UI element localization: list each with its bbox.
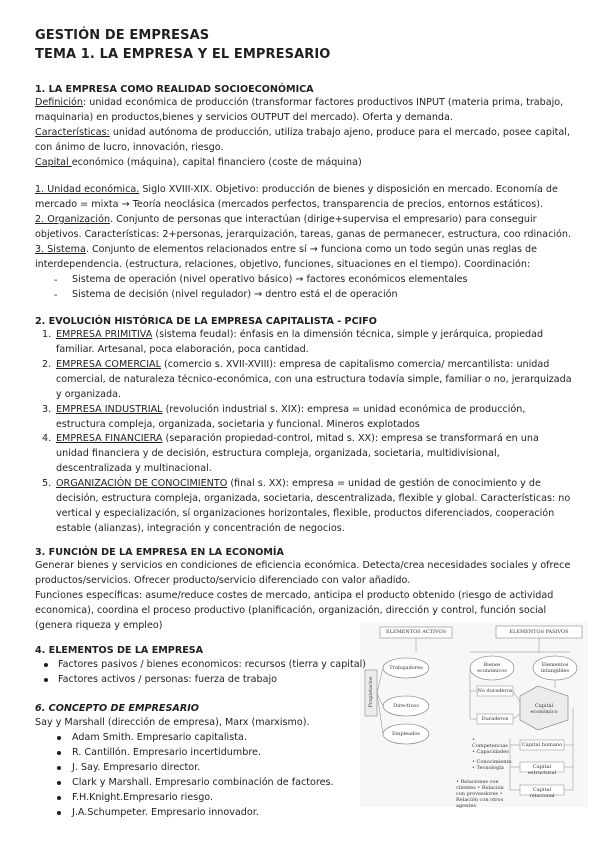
diagram-label-intangibles: Elementos intangibles bbox=[540, 662, 570, 674]
empresario-item: Adam Smith. Empresario capitalista. bbox=[72, 732, 247, 743]
characteristics-line bbox=[35, 125, 570, 141]
item-text: (separación propiedad-control, mitad s. XX): empresa se transformará en una bbox=[162, 433, 539, 444]
organizacion-number: 2. bbox=[35, 214, 48, 225]
evolution-item-2-line-3: y organizada. bbox=[56, 389, 122, 400]
capital-line bbox=[35, 155, 362, 171]
bullet-dot bbox=[57, 811, 61, 815]
unidad-label: Unidad económica. bbox=[47, 184, 140, 195]
diagram-label-capital-economico: Capital económico bbox=[530, 703, 558, 715]
evolution-item-2-line-2: comercial, de naturaleza técnico-económica, con una estructura todavía simple, familiar o no, jerarquizada bbox=[56, 374, 572, 385]
diagram-label-directivos: Directivos bbox=[393, 703, 419, 709]
diagram-label-trabajadores: Trabajadores bbox=[389, 665, 423, 671]
function-line-3: Funciones específicas: asume/reduce costes de mercado, anticipa el producto obtenido (riesgo de actividad bbox=[35, 590, 554, 601]
definition-line bbox=[35, 95, 563, 111]
evolution-item-2 bbox=[56, 357, 549, 373]
bullet-dot bbox=[57, 796, 61, 800]
empresario-item: J. Say. Empresario director. bbox=[72, 762, 201, 773]
empresario-item: J.A.Schumpeter. Empresario innovador. bbox=[72, 807, 259, 818]
definition-line-2: maquinaria) en productos,bienes y servicios OUTPUT del mercado). Oferta y demanda. bbox=[35, 112, 453, 123]
item-text: (comercio s. XVII-XVIII): empresa de capitalismo comercia/ mercantilista: unidad bbox=[160, 359, 550, 370]
empresario-item: Clark y Marshall. Empresario combinación de factores. bbox=[72, 777, 334, 788]
empresario-item: R. Cantillón. Empresario incertidumbre. bbox=[72, 747, 262, 758]
bullet-dot bbox=[44, 663, 48, 667]
bullet-dot bbox=[57, 781, 61, 785]
diagram-label-empleados: Empleados bbox=[392, 731, 420, 737]
bullet-dot bbox=[57, 766, 61, 770]
characteristics-text: unidad autónoma de producción, utiliza trabajo ajeno, produce para el mercado, posee capital, bbox=[109, 127, 570, 138]
characteristics-label: Características: bbox=[35, 127, 110, 138]
bullet-dot bbox=[44, 678, 48, 682]
sistema-line bbox=[35, 242, 537, 258]
function-line-2: productos/servicios. Ofrecer producto/servicio diferenciado con valor añadido. bbox=[35, 575, 411, 586]
evolution-item-1 bbox=[56, 327, 543, 343]
diagram-label-duraderos: Duraderos bbox=[481, 716, 509, 722]
diagram-label-bienes: Bienes económicos bbox=[477, 662, 507, 674]
item-text: (revolución industrial s. XIX): empresa = unidad económica de producción, bbox=[162, 404, 526, 415]
item-text: (sistema feudal): énfasis en la dimensión técnica, simple y jerárquica, propiedad bbox=[152, 329, 544, 340]
list-number: 2. bbox=[42, 359, 52, 370]
elements-diagram bbox=[360, 622, 588, 807]
evolution-item-4-line-2: unidad financiera y de decisión, estructura compleja, organizada, societaria, multidivisional, bbox=[56, 448, 500, 459]
definition-text: : unidad económica de producción (transformar factores productivos INPUT (materia prima, trabajo, bbox=[82, 97, 564, 108]
element-item-activos: Factores activos / personas: fuerza de trabajo bbox=[58, 674, 278, 685]
bullet-dot bbox=[57, 736, 61, 740]
evolution-item-5-line-4: estable (alianzas), integración y concentración de negocios. bbox=[56, 523, 345, 534]
sistema-line-2: interdependencia. (estructura, relaciones, objetivo, funciones, situaciones en el tiempo). Coordinación: bbox=[35, 259, 531, 270]
item-label: EMPRESA PRIMITIVA bbox=[56, 329, 153, 340]
diagram-label-conocimiento: • Conocimiento • Tecnología bbox=[472, 759, 512, 771]
function-line-4: economica), coordina el proceso productivo (planificación, organización, dirección y control, función social bbox=[35, 605, 547, 616]
diagram-label-pasivos: ELEMENTOS PASIVOS bbox=[509, 629, 569, 635]
evolution-item-5-line-2: decisión, estructura compleja, organizada, societaria, descentralizada, flexible y global. Características: no bbox=[56, 493, 571, 504]
unidad-line bbox=[35, 182, 558, 198]
diagram-label-capital-relacional: Capital relacional bbox=[529, 787, 555, 799]
section-6-heading: 6. CONCEPTO DE EMPRESARIO bbox=[35, 703, 199, 714]
diagram-label-activos: ELEMENTOS ACTIVOS bbox=[385, 629, 446, 635]
item-text: (final s. XX): empresa = unidad de gestión de conocimiento y de bbox=[227, 478, 541, 489]
definition-label: Definición bbox=[35, 97, 83, 108]
evolution-item-3 bbox=[56, 402, 525, 418]
topic-title: TEMA 1. LA EMPRESA Y EL EMPRESARIO bbox=[35, 47, 331, 62]
evolution-item-5-line-3: vertical y especialización, sí organizaciones horizontales, flexible, productos diferenciados, cooperación bbox=[56, 508, 555, 519]
sub-item-decision: Sistema de decisión (nivel regulador) → dentro está el de operación bbox=[72, 289, 398, 300]
organizacion-text: . Conjunto de personas que interactúan (dirige+supervisa el empresario) para conseguir bbox=[110, 214, 537, 225]
section-1-heading: 1. LA EMPRESA COMO REALIDAD SOCIOECONÓMICA bbox=[35, 84, 314, 95]
organizacion-label: Organización bbox=[47, 214, 111, 225]
function-line-5: (genera riqueza y empleo) bbox=[35, 620, 163, 631]
document-title: GESTIÓN DE EMPRESAS bbox=[35, 28, 210, 43]
item-label: EMPRESA FINANCIERA bbox=[56, 433, 163, 444]
organizacion-line bbox=[35, 212, 537, 228]
unidad-text: Siglo XVIII-XIX. Objetivo: producción de bienes y disposición en mercado. Economía de bbox=[139, 184, 558, 195]
evolution-item-1-line-2: familiar. Artesanal, poca elaboración, poca cantidad. bbox=[56, 344, 309, 355]
dash-bullet: - bbox=[54, 290, 58, 301]
section-4-heading: 4. ELEMENTOS DE LA EMPRESA bbox=[35, 645, 204, 656]
capital-label: Capital bbox=[35, 157, 72, 168]
sistema-number: 3. bbox=[35, 244, 48, 255]
list-number: 3. bbox=[42, 404, 52, 415]
section-2-heading: 2. EVOLUCIÓN HISTÓRICA DE LA EMPRESA CAPITALISTA - PCIFO bbox=[35, 316, 377, 327]
evolution-item-4 bbox=[56, 431, 539, 447]
diagram-label-relaciones: • Relaciones con clientes • Relación con proveedores • Relación con otros agentes bbox=[456, 779, 504, 809]
list-number: 1. bbox=[42, 329, 52, 340]
unidad-line-2: mercado = mixta → Teoría neoclásica (mercados perfectos, transparencia de precios, entornos estáticos). bbox=[35, 199, 544, 210]
section-3-heading: 3. FUNCIÓN DE LA EMPRESA EN LA ECONOMÍA bbox=[35, 547, 284, 558]
empresario-item: F.H.Knight.Empresario riesgo. bbox=[72, 792, 214, 803]
unidad-number: 1. bbox=[35, 184, 48, 195]
organizacion-line-2: objetivos. Características: 2+personas, jerarquización, tareas, ganas de permanecer, estructura, coo rdinación. bbox=[35, 229, 572, 240]
function-line-1: Generar bienes y servicios en condiciones de eficiencia económica. Detecta/crea necesidades sociales y ofrece bbox=[35, 560, 571, 571]
item-label: ORGANIZACIÓN DE CONOCIMIENTO bbox=[56, 478, 228, 489]
capital-text: económico (máquina), capital financiero (coste de máquina) bbox=[71, 157, 362, 168]
empresario-intro: Say y Marshall (dirección de empresa), Marx (marxismo). bbox=[35, 717, 310, 728]
sub-item-operacion: Sistema de operación (nivel operativo básico) → factores económicos elementales bbox=[72, 274, 468, 285]
diagram-label-competencias: • Competencias • Capacidades bbox=[472, 737, 509, 755]
element-item-pasivos: Factores pasivos / bienes economicos: recursos (tierra y capital) bbox=[58, 659, 366, 670]
sistema-text: . Conjunto de elementos relacionados entre sí → funciona como un todo según unas reglas de bbox=[85, 244, 538, 255]
dash-bullet: - bbox=[54, 275, 58, 286]
evolution-item-4-line-3: descentralizada y multinacional. bbox=[56, 463, 212, 474]
sistema-label: Sistema bbox=[47, 244, 86, 255]
diagram-label-capital-humano: Capital humano bbox=[521, 742, 563, 748]
diagram-label-propietarios: Propietarios bbox=[368, 676, 374, 708]
evolution-item-5 bbox=[56, 476, 541, 492]
characteristics-line-2: con ánimo de lucro, innovación, riesgo. bbox=[35, 142, 224, 153]
list-number: 5. bbox=[42, 478, 52, 489]
diagram-label-capital-estructural: Capital estructural bbox=[527, 764, 557, 776]
list-number: 4. bbox=[42, 433, 52, 444]
item-label: EMPRESA COMERCIAL bbox=[56, 359, 161, 370]
bullet-dot bbox=[57, 751, 61, 755]
item-label: EMPRESA INDUSTRIAL bbox=[56, 404, 163, 415]
diagram-label-no-duraderos: No duraderos bbox=[477, 688, 513, 694]
evolution-item-3-line-2: estructura compleja, organizada, societaria y funcional. Mineros explotados bbox=[56, 419, 420, 430]
